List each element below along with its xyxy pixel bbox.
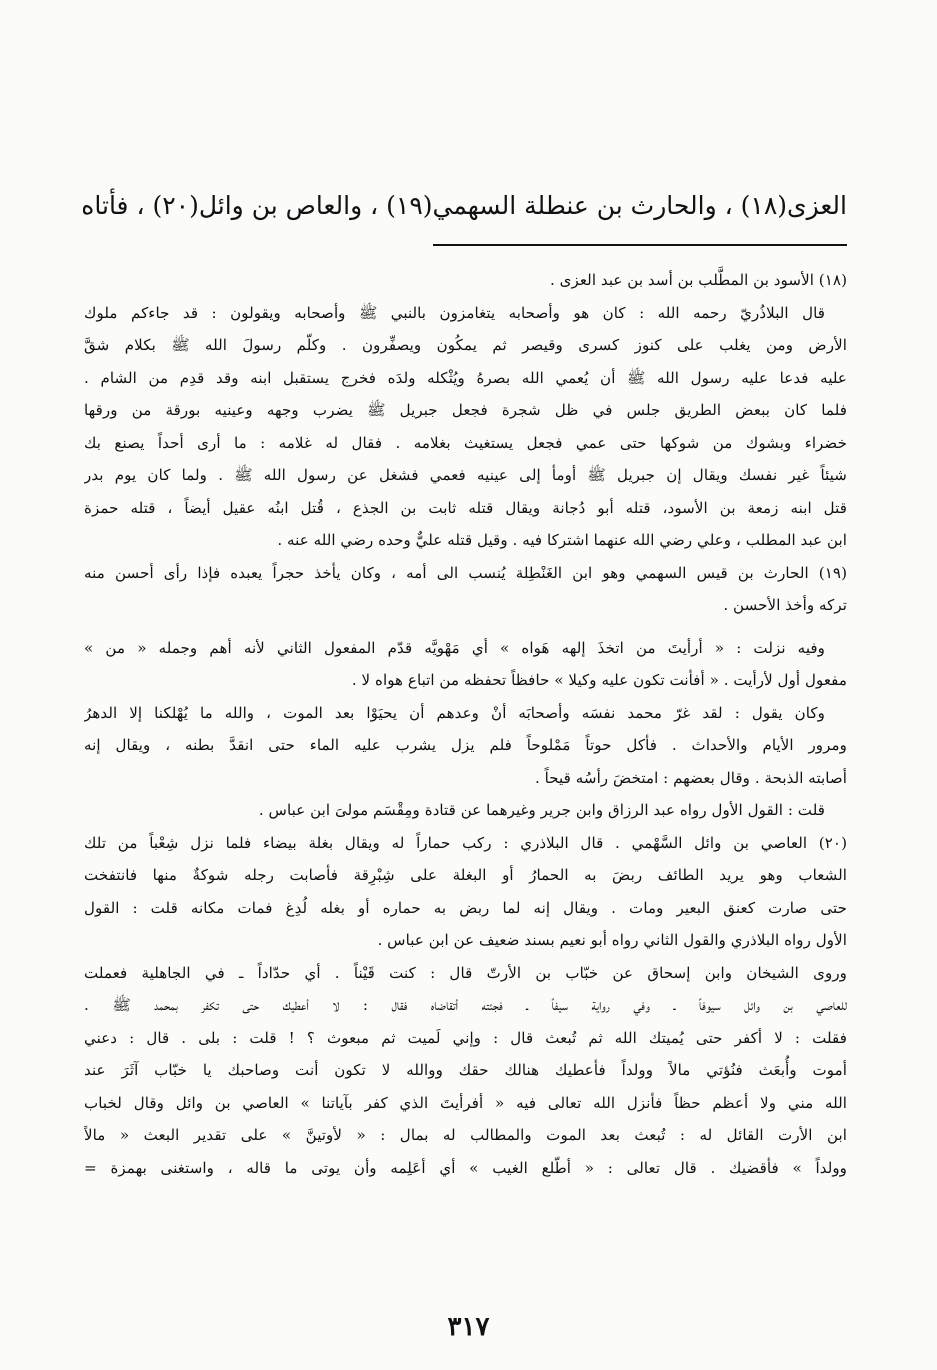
footnote-line: قتل ابنه زمعة بن الأسود، قتله أبو دُجانة ويقال قتله ثابت بن الجذع ، قُتل ابنُه عقيل أيضاً ، قتله حمزة — [84, 498, 847, 517]
page-number: ٣١٧ — [447, 1312, 490, 1342]
footnote-line: خضراء وبشوك من شوكها حتى عمي فجعل يستغيث بغلامه . فقال له غلامه : ما أرى أحداً يصنع بك — [84, 433, 847, 452]
main-text-line: العزى(١٨) ، والحارث بن عنطلة السهمي(١٩) ، والعاص بن وائل(٢٠) ، فأتاه — [81, 191, 847, 220]
footnote-line: عليه فدعا عليه رسول الله ﷺ أن يُعمي الله بصرهُ ويُثْكله ولدَه فخرج يستقبل ابنه وقد قدِم من الشام . — [84, 368, 847, 387]
footnote-line: مفعول أول لأرأيت . « أفأنت تكون عليه وكيلا » حافظاً تحفظه من اتباع هواه لا . — [351, 671, 847, 689]
footnote-divider — [433, 244, 847, 246]
footnote-line: الأول رواه البلاذري والقول الثاني رواه أبو نعيم بسند ضعيف عن ابن عباس . — [377, 931, 847, 949]
footnote-line: أموت وأُبعَث فنُؤتي مالاً وولداً فأعطيك هنالك حقك ووالله لا تكون أنت وصاحبك يا خبّاب آثَرَ عند — [84, 1061, 847, 1079]
footnote-line: (١٩) الحارث بن قيس السهمي وهو ابن الغَنْطِلة يُنسب الى أمه ، وكان يأخذ حجراً يعبده فإذا رأى أحسن منه — [84, 563, 847, 582]
footnote-line: ومرور الأيام والأحداث . فأكل حوتاً مَمْلوحاً فلم يزل يشرب عليه الماء حتى انقدَّ بطنه ، ويقال إنه — [84, 736, 847, 754]
footnote-line: ابن عبد المطلب ، وعلي رضي الله عنهما اشتركا فيه . وقيل قتله عليٌّ وحده رضي الله عنه . — [277, 531, 847, 549]
footnotes — [84, 264, 847, 1184]
footnote-line: فقلت : لا أكفر حتى يُميتك الله ثم تُبعث قال : وإني لَميت ثم مبعوث ؟ ! قلت : بلى . قال : دعني — [84, 1028, 847, 1047]
footnote-line: تركه وأخذ الأحسن . — [723, 596, 847, 614]
footnote-line: (٢٠) العاصي بن وائل السَّهْمي . قال البلاذري : ركب حماراً له ويقال بغلة بيضاء فلما نزل شِعْباً من تلك — [84, 833, 847, 852]
footnote-line: وولداً » فأقضيك . قال تعالى : « أطّلع الغيب » أي أعَلِمه وأن يوتى ما قاله ، واستغنى بهمزة = — [84, 1158, 847, 1177]
footnote-line: قال البلاذُريّ رحمه الله : كان هو وأصحابه يتغامزون بالنبي ﷺ وأصحابه ويقولون : قد جاءكم ملوك — [84, 303, 825, 322]
footnote-line: حتى صارت كعنق البعير ومات . ويقال إنه لما ربض به حماره أو بغله لُدِغ فمات مكانه قلت : القول — [84, 898, 847, 917]
footnote-line: وروى الشيخان وابن إسحاق عن خبّاب بن الأرتّ قال : كنت قَيْناً . أي حدّاداً ـ في الجاهلية فعملت — [84, 963, 847, 982]
footnote-line: وفيه نزلت : « أرأيتَ من اتخذَ إلهه هَواه » أي مَهْويَّه قدّم المفعول الثاني لأنه أهم وجمله « من » — [84, 638, 825, 657]
footnote-line: الأرض ومن يغلب على كنوز كسرى وقيصر ثم يمكُون ويصفِّرون . وكلّم رسولَ الله ﷺ بكلام شقَّ — [84, 336, 847, 354]
footnote-line: فلما كان ببعض الطريق جلس في ظل شجرة فجعل جبريل ﷺ يضرب وجهه وعينيه بورقة من ورقها — [84, 401, 847, 419]
footnote-line: ابن الأرت القائل له : تُبعث بعد الموت والمطالب له بمال : « لأوتينَّ » على تقدير البعث « مالاً — [84, 1126, 847, 1144]
footnote-line: قلت : القول الأول رواه عبد الرزاق وابن جرير وغيرهما عن قتادة ومِقْسَم مولىَ ابن عباس . — [258, 801, 825, 819]
footnote-line: للعاصي بن وائل سيوفاً ـ وفي رواية سيفاً ـ فجئته أتقاضاه فقال : لا أعطيك حتى تكفر بمحمد ﷺ . — [84, 996, 847, 1014]
footnote-line: (١٨) الأسود بن المطَّلب بن أسد بن عبد العزى . — [549, 271, 847, 289]
footnote-line: أصابته الذبحة . وقال بعضهم : امتخضَ رأسُه قيحاً . — [534, 768, 847, 787]
footnote-line: الشعاب وهو يريد الطائف ربضَ به الحمارُ أو البغلة على شِبْرِقة فأصابت رجله شوكةٌ منها فانتفخت — [84, 866, 847, 884]
footnote-line: وكان يقول : لقد غرّ محمد نفسَه وأصحابَه أنْ وعدهم أن يحيَوْا بعد الموت ، والله ما يُهْلكنا إلا الدهرُ — [84, 703, 825, 722]
footnote-line: شيئاً غير نفسك ويقال إن جبريل ﷺ أومأ إلى عينيه فعمي فشغل عن رسول الله ﷺ . ولما كان يوم بدر — [84, 466, 847, 484]
footnote-line: الله مني ولا أعظم حظاً فأنزل الله تعالى فيه « أفرأيتَ الذي كفر بآياتنا » العاصي بن وائل وقال لخباب — [84, 1093, 847, 1112]
